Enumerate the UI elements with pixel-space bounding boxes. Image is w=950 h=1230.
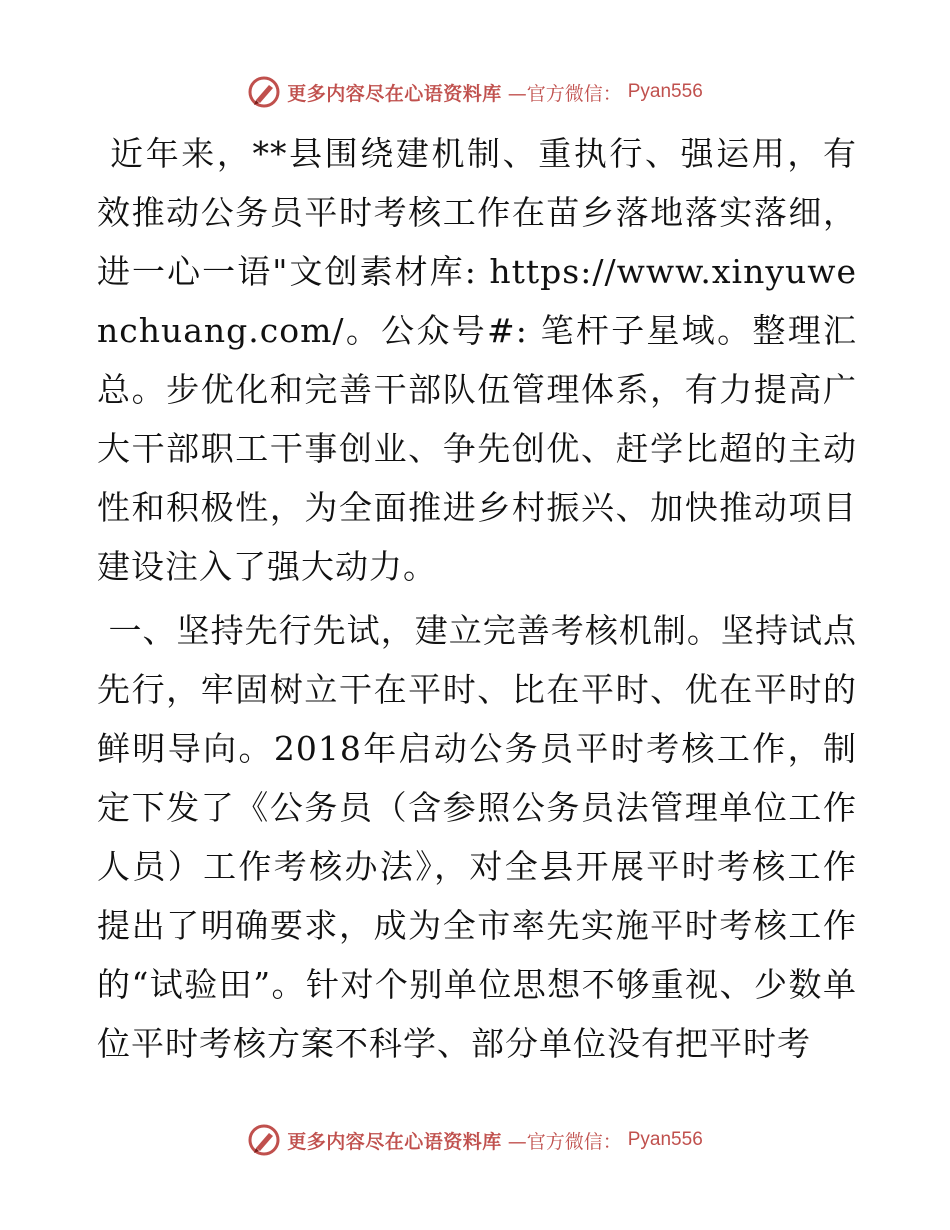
watermark-text: 更多内容尽在心语资料库: [287, 1130, 502, 1153]
watermark-contact: Pyan556: [627, 1129, 703, 1150]
paragraph-section-one: 一、坚持先行先试，建立完善考核机制。坚持试点先行，牢固树立干在平时、比在平时、优在平时的鲜明导向。2018年启动公务员平时考核工作，制定下发了《公务员（含参照公务员法管理单位工作人员）工作考核办法》，对全县开展平时考核工作提出了明确要求，成为全市率先实施平时考核工作的“试验田”。针对个别单位思想不够重视、少数单位平时考核方案不科学、部分单位没有把平时考: [97, 611, 857, 1063]
watermark-separator: —官方微信：: [507, 1130, 622, 1153]
document-body: [97, 124, 857, 1073]
watermark-separator: —官方微信：: [507, 82, 622, 105]
paragraph-intro: 近年来，**县围绕建机制、重执行、强运用，有效推动公务员平时考核工作在苗乡落地落实落细，进一心一语"文创素材库: https://www.xinyuwenchuang.com/。公众号#: 笔杆子星域。整理汇总。步优化和完善干部队伍管理体系，有力提高广大干部职工干事创业、争先创优、赶学比超的主动性和积极性，为全面推进乡村振兴、加快推动项目建设注入了强大动力。: [97, 134, 857, 586]
watermark-text: 更多内容尽在心语资料库: [287, 82, 502, 105]
pen-circle-logo-icon: [247, 1123, 281, 1157]
footer-watermark: [0, 1120, 950, 1160]
watermark-contact: Pyan556: [627, 81, 703, 102]
header-watermark: [0, 72, 950, 112]
pen-circle-logo-icon: [247, 75, 281, 109]
